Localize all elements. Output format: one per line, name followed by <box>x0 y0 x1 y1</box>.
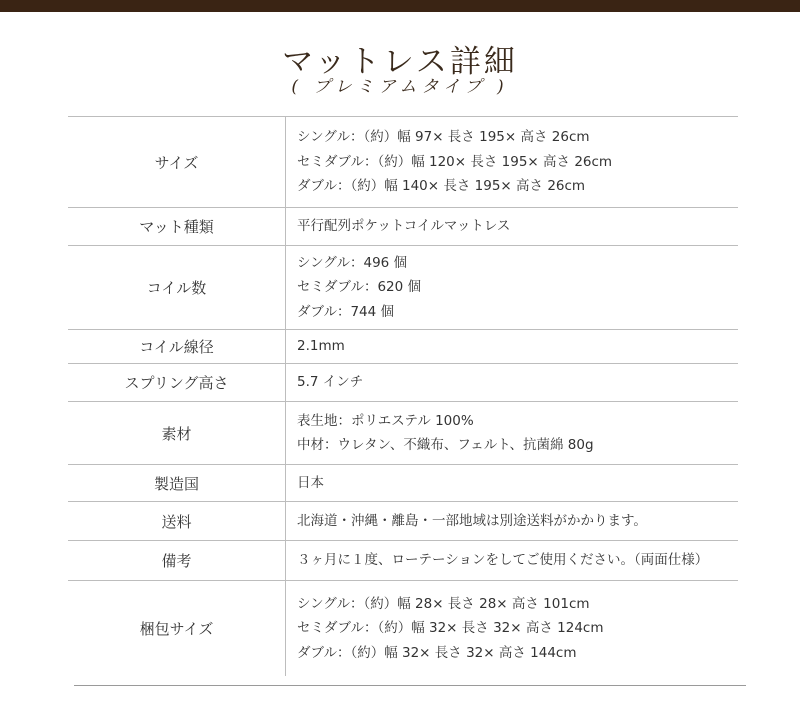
spec-row-shipping <box>68 502 738 541</box>
spec-row-coil-wire <box>68 330 738 364</box>
row-value <box>286 330 739 364</box>
spec-row-coil-count <box>68 246 738 330</box>
value-line: セミダブル：（約）幅 120× 長さ 195× 高さ 26cm <box>297 153 613 170</box>
spec-row-size <box>68 117 738 208</box>
spec-table <box>68 116 738 676</box>
top-brown-bar <box>0 0 800 12</box>
row-value <box>286 581 739 676</box>
value-line: シングル：（約）幅 28× 長さ 28× 高さ 101cm <box>297 595 590 612</box>
row-label: 送料 <box>68 502 286 541</box>
spec-row-mattress-type <box>68 208 738 246</box>
row-label: サイズ <box>68 117 286 208</box>
row-label: コイル線径 <box>68 330 286 364</box>
row-label: スプリング高さ <box>68 364 286 402</box>
page-title: マットレス詳細 <box>282 44 518 80</box>
spec-row-notes <box>68 541 738 581</box>
value-line: ダブル：744 個 <box>297 303 395 320</box>
row-label: コイル数 <box>68 246 286 330</box>
bottom-divider <box>74 685 746 686</box>
row-label: 梱包サイズ <box>68 581 286 676</box>
row-label: 備考 <box>68 541 286 581</box>
row-label: 製造国 <box>68 465 286 502</box>
value-line: ３ヶ月に１度、ローテーションをしてご使用ください。（両面仕様） <box>297 552 709 569</box>
value-line: 中材：ウレタン、不織布、フェルト、抗菌綿 80g <box>297 437 594 453</box>
row-value <box>286 502 739 541</box>
row-value <box>286 208 739 246</box>
row-value <box>286 541 739 581</box>
row-label: マット種類 <box>68 208 286 246</box>
value-line: 5.7 インチ <box>297 374 364 391</box>
row-value <box>286 465 739 502</box>
row-value <box>286 402 739 465</box>
value-line: 日本 <box>297 474 324 491</box>
value-line: 2.1mm <box>297 338 345 355</box>
spec-row-spring-height <box>68 364 738 402</box>
value-line: セミダブル：（約）幅 32× 長さ 32× 高さ 124cm <box>297 620 604 636</box>
spec-row-country <box>68 465 738 502</box>
value-line: セミダブル：620 個 <box>297 279 422 296</box>
row-label: 素材 <box>68 402 286 465</box>
row-value <box>286 364 739 402</box>
page-subtitle: ( プレミアムタイプ ) <box>291 77 509 97</box>
value-line: ダブル：（約）幅 32× 長さ 32× 高さ 144cm <box>297 644 577 661</box>
row-value <box>286 117 739 208</box>
value-line: 北海道・沖縄・離島・一部地域は別途送料がかかります。 <box>297 512 647 529</box>
value-line: ダブル：（約）幅 140× 長さ 195× 高さ 26cm <box>297 178 586 195</box>
spec-row-package-size <box>68 581 738 676</box>
value-line: シングル：496 個 <box>297 254 408 271</box>
value-line: 平行配列ポケットコイルマットレス <box>297 218 511 235</box>
value-line: 表生地：ポリエステル 100% <box>297 412 474 429</box>
spec-row-material <box>68 402 738 465</box>
row-value <box>286 246 739 330</box>
value-line: シングル：（約）幅 97× 長さ 195× 高さ 26cm <box>297 129 590 146</box>
